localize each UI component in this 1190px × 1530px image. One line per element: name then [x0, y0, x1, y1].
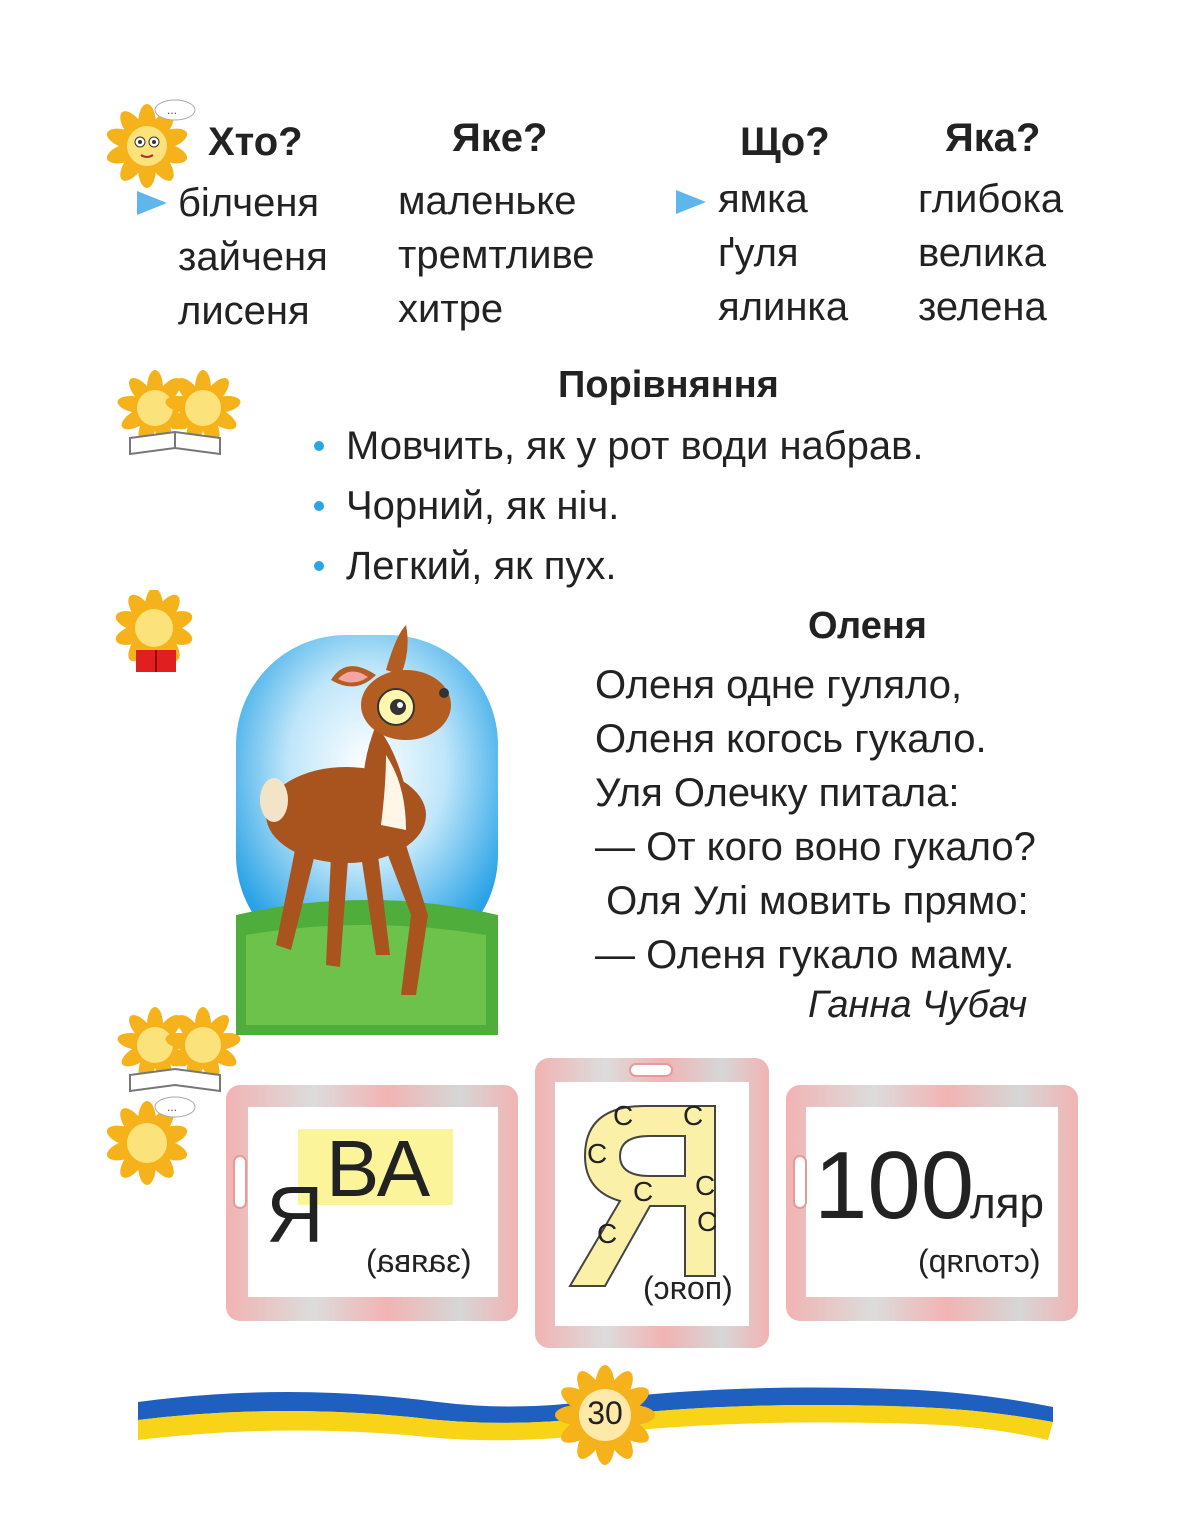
rebus-fill-letter: С [613, 1100, 634, 1131]
list-item: Мовчить, як у рот води набрав. [314, 416, 924, 476]
bullet-icon [314, 561, 324, 571]
comparisons-list [314, 416, 924, 596]
rebus-fill-letter: С [587, 1138, 608, 1169]
rebus-small-letter: Я [266, 1170, 324, 1259]
word: тремтливе [398, 233, 595, 277]
poem-line: Оленя одне гуляло, [595, 663, 963, 707]
rebus-fill-letter: С [633, 1176, 654, 1207]
list-item: Чорний, як ніч. [314, 476, 924, 536]
card-button [629, 1063, 673, 1077]
poem-body [595, 658, 1036, 982]
rebus-card [226, 1085, 518, 1321]
reading-sunflowers-icon-2 [105, 1005, 245, 1100]
rebus-answer: (заява) [366, 1243, 472, 1279]
word-list-what [718, 172, 848, 334]
rebus-answer: (столяр) [918, 1243, 1041, 1279]
rebus-card-2 [535, 1058, 769, 1348]
poem-title: Оленя [808, 605, 927, 647]
poem-author: Ганна Чубач [808, 984, 1028, 1026]
reading-sunflowers-icon [105, 368, 245, 463]
word: лисеня [178, 289, 310, 333]
word-list-which-neuter [398, 174, 594, 336]
rebus-answer: (пояс) [643, 1270, 733, 1306]
header-which-neuter: Яке? [452, 116, 548, 160]
word-list-which-feminine [918, 172, 1063, 334]
word: ґуля [718, 231, 799, 275]
word: велика [918, 231, 1047, 275]
word: зелена [918, 285, 1047, 329]
svg-text:...: ... [167, 103, 178, 117]
word: білченя [178, 181, 320, 225]
rebus-fill-letter: С [695, 1170, 716, 1201]
poem-line: Оленя когось гукало. [595, 717, 987, 761]
page-number: 30 [587, 1395, 623, 1431]
bullet-icon [314, 441, 324, 451]
rebus-big-letters: ВА [326, 1124, 431, 1213]
word: маленьке [398, 179, 577, 223]
poem-line: Уля Олечку питала: [595, 771, 960, 815]
list-item: Легкий, як пух. [314, 536, 924, 596]
poem-line: Оля Улі мовить прямо: [595, 879, 1029, 923]
word-list-who [178, 176, 328, 338]
rebus-fill-letter: С [697, 1206, 718, 1237]
book-sunflower-icon [108, 590, 203, 680]
poem-line: — Оленя гукало маму. [595, 933, 1015, 977]
card-button [233, 1155, 247, 1209]
header-which-feminine: Яка? [945, 116, 1041, 160]
word: ялинка [718, 285, 849, 329]
word: хитре [398, 287, 504, 331]
rebus-fill-letter: С [683, 1100, 704, 1131]
arrow-marker-icon-2 [676, 190, 706, 214]
card-button [793, 1155, 807, 1209]
arrow-marker-icon [137, 191, 167, 215]
thinking-sunflower-icon-2 [105, 1095, 200, 1185]
word: глибока [918, 177, 1064, 221]
svg-text:...: ... [167, 1100, 178, 1114]
comparisons-title: Порівняння [558, 364, 779, 406]
bullet-icon [314, 501, 324, 511]
rebus-suffix: ляр [970, 1179, 1044, 1228]
word: ямка [718, 177, 808, 221]
thinking-sunflower-icon [105, 98, 200, 188]
fawn-illustration [236, 615, 498, 1035]
rebus-fill-letter: С [597, 1218, 618, 1249]
header-what: Що? [740, 120, 830, 164]
word: зайченя [178, 235, 328, 279]
header-who: Хто? [208, 120, 303, 164]
rebus-number: 100 [814, 1132, 975, 1239]
poem-line: — От кого воно гукало? [595, 825, 1036, 869]
rebus-card-3 [786, 1085, 1078, 1321]
